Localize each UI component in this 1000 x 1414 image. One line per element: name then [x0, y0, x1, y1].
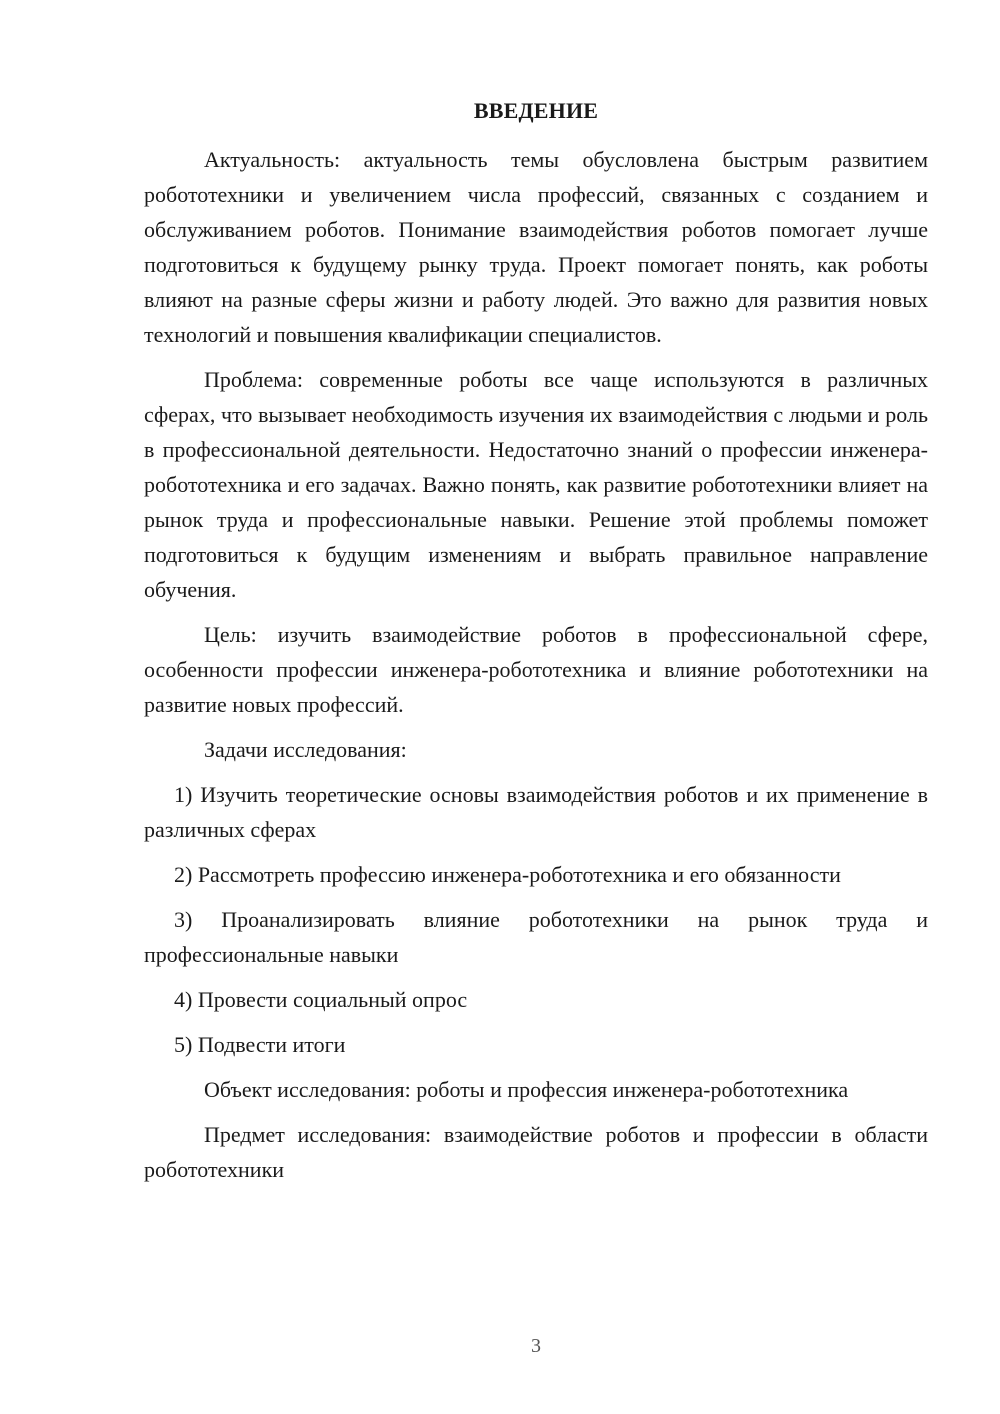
task-item-3: 3) Проанализировать влияние робототехники на рынок труда и профессиональные навыки [144, 907, 928, 967]
tasks-heading: Задачи исследования: [204, 737, 407, 762]
task-item-4: 4) Провести социальный опрос [174, 987, 468, 1012]
document-body [144, 142, 928, 1197]
goal-paragraph: Цель: изучить взаимодействие роботов в профессиональной сфере, особенности профессии инженера-робототехника и влияние робототехники на развитие новых профессий. [144, 622, 928, 717]
page-number: 3 [531, 1335, 541, 1357]
problem-paragraph: Проблема: современные роботы все чаще используются в различных сферах, что вызывает необходимость изучения их взаимодействия с людьми и роль в профессиональной деятельности. Недостаточно знаний о профессии инженера-робототехника и его задачах. Важно понять, как развитие робототехники влияет на рынок труда и профессиональные навыки. Решение этой проблемы поможет подготовиться к будущим изменениям и выбрать правильное направление обучения. [144, 367, 928, 602]
research-object-paragraph: Объект исследования: роботы и профессия инженера-робототехника [204, 1077, 849, 1102]
task-item-1: 1) Изучить теоретические основы взаимодействия роботов и их применение в различных сферах [144, 782, 928, 842]
relevance-paragraph: Актуальность: актуальность темы обусловлена быстрым развитием робототехники и увеличением числа профессий, связанных с созданием и обслуживанием роботов. Понимание взаимодействия роботов помогает лучше подготовиться к будущему рынку труда. Проект помогает понять, как роботы влияют на разные сферы жизни и работу людей. Это важно для развития новых технологий и повышения квалификации специалистов. [144, 147, 928, 347]
task-item-2: 2) Рассмотреть профессию инженера-робототехника и его обязанности [174, 862, 841, 887]
research-subject-paragraph: Предмет исследования: взаимодействие роботов и профессии в области робототехники [144, 1122, 928, 1182]
page-title: ВВЕДЕНИЕ [473, 98, 599, 123]
task-item-5: 5) Подвести итоги [174, 1032, 346, 1057]
